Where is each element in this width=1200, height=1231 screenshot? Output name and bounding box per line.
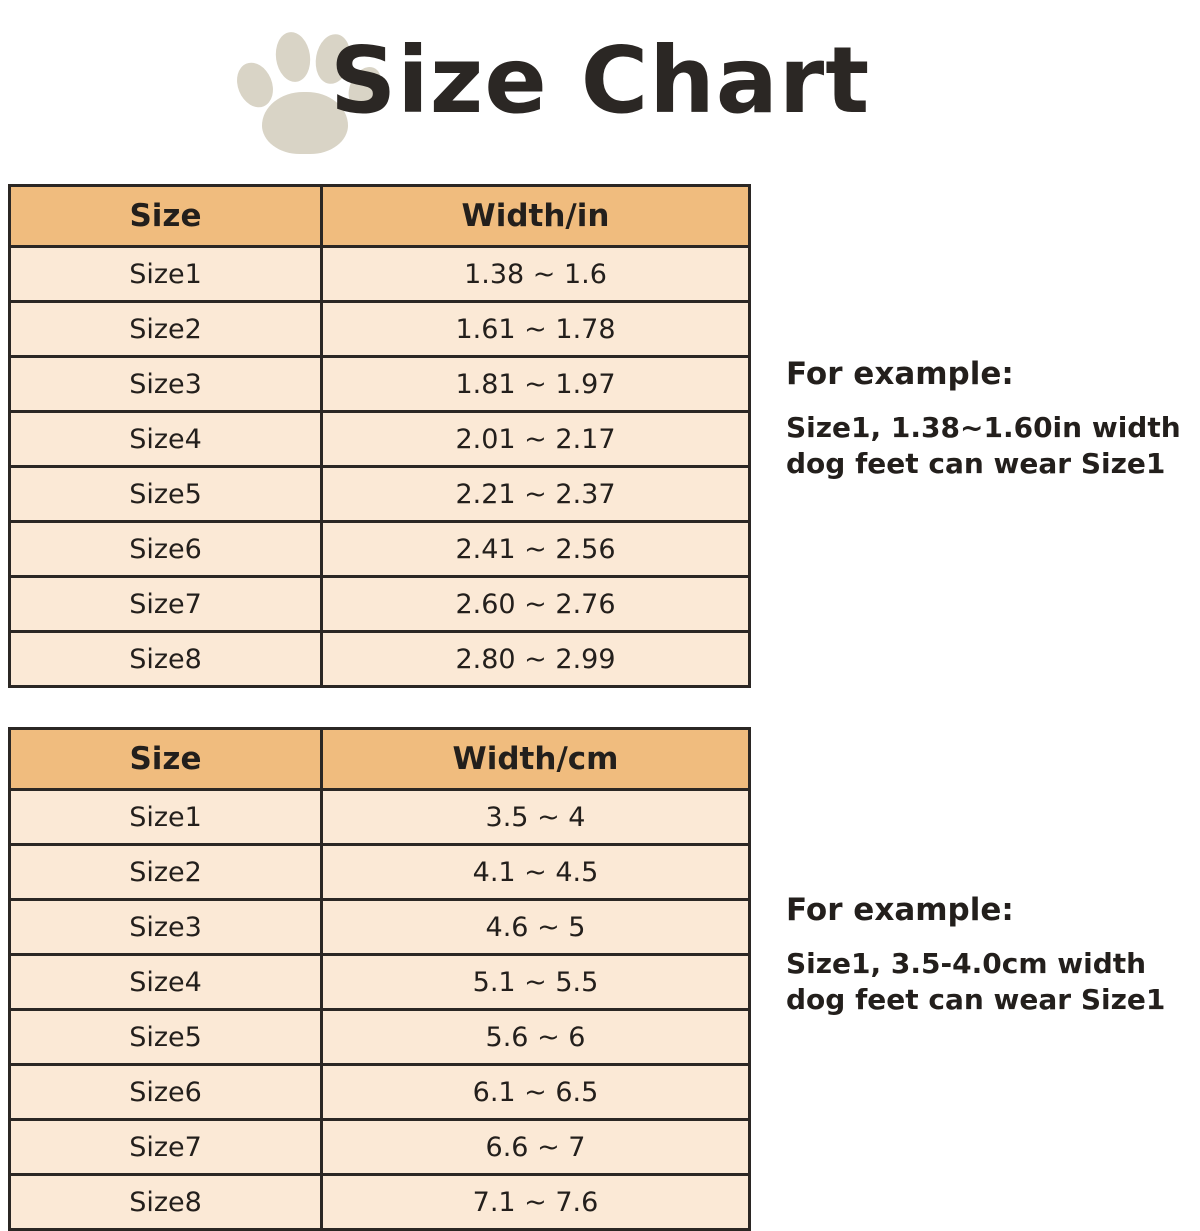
cell-size: Size1 xyxy=(10,790,322,845)
table-row xyxy=(10,632,750,687)
cell-size: Size1 xyxy=(10,247,322,302)
size-table-inches xyxy=(8,184,751,688)
cell-width: 4.1 ~ 4.5 xyxy=(322,845,750,900)
cell-size: Size3 xyxy=(10,357,322,412)
table-row xyxy=(10,302,750,357)
cell-width: 2.21 ~ 2.37 xyxy=(322,467,750,522)
cell-width: 3.5 ~ 4 xyxy=(322,790,750,845)
cell-width: 5.1 ~ 5.5 xyxy=(322,955,750,1010)
cell-size: Size5 xyxy=(10,1010,322,1065)
column-header-width: Width/in xyxy=(322,186,750,247)
table-row xyxy=(10,467,750,522)
example-note-heading: For example: xyxy=(786,892,1014,928)
cell-width: 6.6 ~ 7 xyxy=(322,1120,750,1175)
cell-size: Size2 xyxy=(10,845,322,900)
page-header xyxy=(0,0,1200,160)
cell-width: 7.1 ~ 7.6 xyxy=(322,1175,750,1230)
cell-size: Size5 xyxy=(10,467,322,522)
table-row xyxy=(10,845,750,900)
cell-size: Size2 xyxy=(10,302,322,357)
column-header-size: Size xyxy=(10,729,322,790)
cell-width: 1.61 ~ 1.78 xyxy=(322,302,750,357)
cell-size: Size4 xyxy=(10,955,322,1010)
cell-width: 1.38 ~ 1.6 xyxy=(322,247,750,302)
column-header-width: Width/cm xyxy=(322,729,750,790)
cell-width: 4.6 ~ 5 xyxy=(322,900,750,955)
cell-size: Size4 xyxy=(10,412,322,467)
cell-size: Size6 xyxy=(10,522,322,577)
table-row xyxy=(10,955,750,1010)
table-row xyxy=(10,900,750,955)
table-row xyxy=(10,577,750,632)
cell-width: 5.6 ~ 6 xyxy=(322,1010,750,1065)
cell-width: 2.80 ~ 2.99 xyxy=(322,632,750,687)
table-header-row xyxy=(10,186,750,247)
cell-width: 6.1 ~ 6.5 xyxy=(322,1065,750,1120)
cell-width: 2.60 ~ 2.76 xyxy=(322,577,750,632)
cell-size: Size8 xyxy=(10,1175,322,1230)
page-title: Size Chart xyxy=(330,27,871,134)
cell-size: Size6 xyxy=(10,1065,322,1120)
cell-width: 1.81 ~ 1.97 xyxy=(322,357,750,412)
cell-size: Size7 xyxy=(10,1120,322,1175)
example-note-centimeters xyxy=(786,888,1200,1018)
example-note-heading: For example: xyxy=(786,356,1014,392)
size-table-centimeters xyxy=(8,727,751,1231)
cell-width: 2.01 ~ 2.17 xyxy=(322,412,750,467)
table-row xyxy=(10,522,750,577)
cell-size: Size8 xyxy=(10,632,322,687)
table-row xyxy=(10,412,750,467)
table-header-row xyxy=(10,729,750,790)
example-note-body: Size1, 3.5-4.0cm width dog feet can wear Size1 xyxy=(786,947,1166,1016)
table-row xyxy=(10,357,750,412)
cell-width: 2.41 ~ 2.56 xyxy=(322,522,750,577)
table-row xyxy=(10,1175,750,1230)
cell-size: Size7 xyxy=(10,577,322,632)
example-note-body: Size1, 1.38~1.60in width dog feet can wear Size1 xyxy=(786,411,1181,480)
table-row xyxy=(10,1065,750,1120)
table-row xyxy=(10,1010,750,1065)
table-row xyxy=(10,247,750,302)
table-row xyxy=(10,790,750,845)
table-row xyxy=(10,1120,750,1175)
cell-size: Size3 xyxy=(10,900,322,955)
example-note-inches xyxy=(786,352,1200,482)
column-header-size: Size xyxy=(10,186,322,247)
